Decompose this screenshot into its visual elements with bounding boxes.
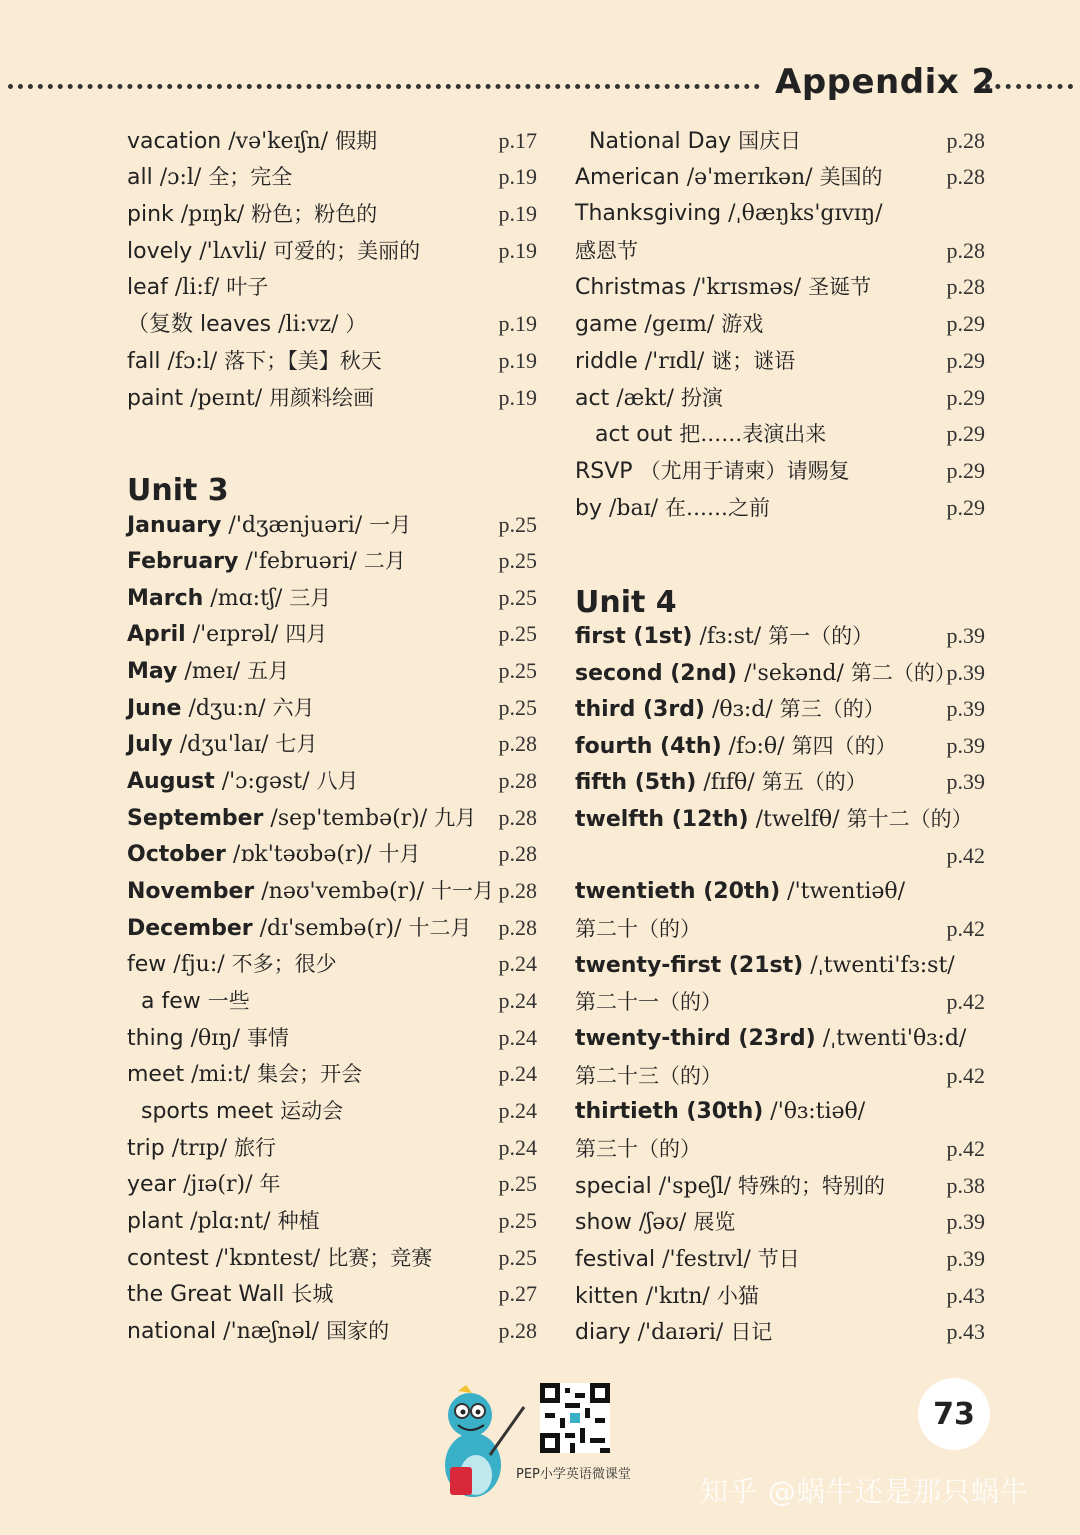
vocab-entry xyxy=(127,270,537,304)
page-reference: p.19 xyxy=(498,348,537,373)
vocab-phonetic: /'kɪtn/ xyxy=(645,1284,710,1309)
vocab-meaning: 年 xyxy=(259,1172,281,1196)
vocab-entry xyxy=(575,417,985,451)
page-reference: p.25 xyxy=(498,548,537,573)
vocab-meaning: 一些 xyxy=(207,989,250,1013)
vocab-meaning: 第二十三（的） xyxy=(575,1064,722,1088)
vocab-meaning: 小猫 xyxy=(716,1284,759,1308)
vocab-meaning: 四月 xyxy=(285,622,328,646)
vocab-entry xyxy=(575,270,985,304)
vocab-phonetic: /ækt/ xyxy=(616,386,674,411)
vocab-entry xyxy=(127,1094,537,1128)
vocab-meaning: 种植 xyxy=(277,1209,320,1233)
vocab-word: sports meet xyxy=(141,1099,274,1124)
vocab-phonetic: /ʃəʊ/ xyxy=(638,1210,687,1235)
vocab-meaning: 假期 xyxy=(335,129,378,153)
vocab-meaning: 把……表演出来 xyxy=(679,422,827,446)
vocab-entry xyxy=(127,801,537,835)
vocab-entry xyxy=(575,875,985,909)
page-reference: p.19 xyxy=(498,311,537,336)
page-reference: p.24 xyxy=(498,1098,537,1123)
vocab-meaning: 游戏 xyxy=(721,312,764,336)
vocab-entry xyxy=(127,1167,537,1201)
vocab-entry xyxy=(575,1242,985,1276)
watermark: 知乎 @蜗牛还是那只蜗牛 xyxy=(700,1475,1029,1508)
vocab-phonetic: /twelfθ/ xyxy=(755,807,840,832)
page-reference: p.19 xyxy=(498,201,537,226)
vocab-word: March xyxy=(127,586,204,611)
page-reference: p.19 xyxy=(498,238,537,263)
vocab-meaning: 圣诞节 xyxy=(808,275,872,299)
vocab-meaning: 粉色；粉色的 xyxy=(251,202,378,226)
vocab-phonetic: /'speʃl/ xyxy=(658,1174,732,1199)
vocab-phonetic: /'sekənd/ xyxy=(744,661,844,686)
qr-code-icon xyxy=(540,1383,610,1453)
page-reference: p.28 xyxy=(946,238,985,263)
qr-code xyxy=(540,1383,610,1453)
vocab-phonetic: /baɪ/ xyxy=(608,496,659,521)
page-number-badge: 73 xyxy=(918,1378,990,1450)
vocab-word: year xyxy=(127,1172,177,1197)
vocab-meaning: 用颜料绘画 xyxy=(269,386,375,410)
vocab-phonetic: /'kɒntest/ xyxy=(215,1246,321,1271)
vocab-phonetic: /dʒu:n/ xyxy=(188,696,266,721)
vocab-meaning: （尤用于请柬）请赐复 xyxy=(639,459,850,483)
vocab-phonetic: /'dʒænjuəri/ xyxy=(228,513,363,538)
page-reference: p.29 xyxy=(946,385,985,410)
vocab-entry xyxy=(575,692,985,726)
vocab-meaning: 第二十（的） xyxy=(575,917,701,941)
page-reference: p.28 xyxy=(946,164,985,189)
vocab-word: National Day xyxy=(589,129,732,154)
vocab-word: American xyxy=(575,165,680,190)
vocab-word: lovely xyxy=(127,239,193,264)
vocab-phonetic: /mi:t/ xyxy=(191,1062,251,1087)
right-word-column xyxy=(575,0,985,1400)
vocab-word: November xyxy=(127,879,255,904)
vocab-meaning: 第四（的） xyxy=(791,734,897,758)
vocab-entry xyxy=(127,1241,537,1275)
vocab-word: festival xyxy=(575,1247,656,1272)
page-reference: p.28 xyxy=(498,731,537,756)
vocab-phonetic: /meɪ/ xyxy=(184,659,241,684)
vocab-phonetic: /'θɜ:tiəθ/ xyxy=(770,1099,866,1124)
vocab-meaning: 二月 xyxy=(363,549,406,573)
vocab-phonetic: /'eɪprəl/ xyxy=(192,622,279,647)
page-reference: p.17 xyxy=(498,128,537,153)
vocab-word: diary xyxy=(575,1320,631,1345)
vocab-phonetic: /θɪŋ/ xyxy=(190,1026,240,1051)
vocab-phonetic: /ˌθæŋks'gɪvɪŋ/ xyxy=(728,201,883,226)
vocab-word: Christmas xyxy=(575,275,686,300)
vocab-entry xyxy=(127,984,537,1018)
vocab-word: October xyxy=(127,842,226,867)
vocab-entry xyxy=(127,581,537,615)
vocab-word: Thanksgiving xyxy=(575,201,722,226)
vocab-entry xyxy=(575,1315,985,1349)
vocab-phonetic: /'ɔ:gəst/ xyxy=(221,769,310,794)
vocab-entry xyxy=(127,691,537,725)
vocab-meaning: 落下；【美】秋天 xyxy=(224,349,382,373)
page-reference: p.42 xyxy=(946,989,985,1014)
vocab-phonetic: /dʒu'laɪ/ xyxy=(179,732,269,757)
vocab-word: meet xyxy=(127,1062,185,1087)
vocab-phonetic: /nəʊ'vembə(r)/ xyxy=(261,879,425,904)
qr-label: PEP小学英语微课堂 xyxy=(516,1467,631,1482)
vocab-entry xyxy=(127,1131,537,1165)
vocab-entry xyxy=(575,656,985,690)
vocab-phonetic: /ɔ:l/ xyxy=(159,165,202,190)
vocab-phonetic: /fɜ:st/ xyxy=(699,624,762,649)
vocab-word: plant xyxy=(127,1209,184,1234)
vocab-word: August xyxy=(127,769,215,794)
vocab-meaning: 节日 xyxy=(757,1247,800,1271)
vocab-phonetic: /dɪ'sembə(r)/ xyxy=(259,916,402,941)
vocab-phonetic: /'daɪəri/ xyxy=(637,1320,724,1345)
page-reference: p.25 xyxy=(498,658,537,683)
page-reference: p.24 xyxy=(498,951,537,976)
vocab-phonetic: /θɜ:d/ xyxy=(712,697,773,722)
page-reference: p.29 xyxy=(946,421,985,446)
vocab-entry xyxy=(575,160,985,194)
vocab-phonetic: /mɑ:tʃ/ xyxy=(210,586,283,611)
page-reference: p.38 xyxy=(946,1173,985,1198)
page-reference: p.42 xyxy=(946,843,985,868)
vocab-word: show xyxy=(575,1210,632,1235)
vocab-phonetic: /pɪŋk/ xyxy=(180,202,245,227)
vocab-meaning: 叶子 xyxy=(226,275,269,299)
page-reference: p.24 xyxy=(498,988,537,1013)
vocab-word: pink xyxy=(127,202,174,227)
page-reference: p.28 xyxy=(498,768,537,793)
page-reference: p.28 xyxy=(498,878,537,903)
vocab-meaning: 全；完全 xyxy=(208,165,293,189)
vocab-meaning: 第二十一（的） xyxy=(575,990,722,1014)
vocab-meaning: 感恩节 xyxy=(575,239,638,263)
vocab-meaning: 第三（的） xyxy=(779,697,885,721)
page-reference: p.25 xyxy=(498,695,537,720)
vocab-word: July xyxy=(127,732,173,757)
vocab-meaning: 在……之前 xyxy=(665,496,771,520)
vocab-entry xyxy=(575,124,985,158)
vocab-entry xyxy=(127,947,537,981)
vocab-meaning: ） xyxy=(345,312,367,336)
vocab-meaning: 旅行 xyxy=(234,1136,277,1160)
vocab-meaning: 九月 xyxy=(434,806,477,830)
vocab-phonetic: /li:f/ xyxy=(174,275,220,300)
unit-heading: Unit 4 xyxy=(575,585,677,620)
vocab-word: kitten xyxy=(575,1284,639,1309)
page-reference: p.39 xyxy=(946,733,985,758)
vocab-entry xyxy=(127,1021,537,1055)
vocab-word: fifth (5th) xyxy=(575,770,697,795)
vocab-meaning: 特殊的；特别的 xyxy=(738,1174,886,1198)
vocab-phonetic: /plɑ:nt/ xyxy=(190,1209,271,1234)
page-reference: p.24 xyxy=(498,1135,537,1160)
vocab-meaning: 十二月 xyxy=(408,916,472,940)
vocab-entry xyxy=(575,1059,985,1093)
page-reference: p.39 xyxy=(946,623,985,648)
vocab-entry xyxy=(575,234,985,268)
vocab-meaning: 第五（的） xyxy=(761,770,867,794)
vocab-word: paint xyxy=(127,386,184,411)
vocab-meaning: 十月 xyxy=(378,842,421,866)
vocab-phonetic: /geɪm/ xyxy=(644,312,715,337)
page-reference: p.29 xyxy=(946,458,985,483)
vocab-entry xyxy=(575,839,985,873)
vocab-meaning: 展览 xyxy=(693,1210,736,1234)
vocab-entry xyxy=(575,307,985,341)
vocab-entry xyxy=(127,234,537,268)
page-reference: p.29 xyxy=(946,495,985,520)
vocab-phonetic: /fɔ:l/ xyxy=(167,349,218,374)
vocab-phonetic: /'krɪsməs/ xyxy=(692,275,802,300)
page-reference: p.28 xyxy=(498,915,537,940)
vocab-entry xyxy=(127,654,537,688)
vocab-phonetic: /ˌtwenti'θɜ:d/ xyxy=(822,1026,967,1051)
vocab-meaning: 八月 xyxy=(316,769,359,793)
vocab-meaning: 扮演 xyxy=(680,386,723,410)
vocab-word: thirtieth (30th) xyxy=(575,1099,764,1124)
vocab-phonetic: /sep'tembə(r)/ xyxy=(270,806,428,831)
vocab-entry xyxy=(575,454,985,488)
page-reference: p.43 xyxy=(946,1319,985,1344)
vocab-word: second (2nd) xyxy=(575,661,738,686)
vocab-entry xyxy=(127,1314,537,1348)
vocab-word: leaf xyxy=(127,275,168,300)
vocab-entry xyxy=(127,874,537,908)
vocab-entry xyxy=(127,911,537,945)
vocab-meaning: 第十二（的） xyxy=(846,807,973,831)
page-reference: p.28 xyxy=(498,805,537,830)
page-reference: p.29 xyxy=(946,348,985,373)
vocab-meaning: 五月 xyxy=(247,659,290,683)
vocab-word: fourth (4th) xyxy=(575,734,722,759)
vocab-phonetic: /fɔ:θ/ xyxy=(728,734,785,759)
vocab-phonetic: /'februəri/ xyxy=(245,549,357,574)
vocab-entry xyxy=(127,508,537,542)
page-reference: p.28 xyxy=(946,274,985,299)
vocab-phonetic: /'festɪvl/ xyxy=(662,1247,751,1272)
page-reference: p.25 xyxy=(498,621,537,646)
vocab-entry xyxy=(127,124,537,158)
vocab-word: a few xyxy=(141,989,201,1014)
vocab-entry xyxy=(575,1132,985,1166)
vocab-word: few xyxy=(127,952,167,977)
vocab-entry xyxy=(575,1169,985,1203)
page-reference: p.29 xyxy=(946,311,985,336)
vocab-phonetic: /'næʃnəl/ xyxy=(223,1319,320,1344)
appendix-title: Appendix 2 xyxy=(775,62,996,102)
vocab-entry xyxy=(127,197,537,231)
vocab-entry xyxy=(575,1022,985,1056)
page-reference: p.28 xyxy=(946,128,985,153)
vocab-entry xyxy=(127,727,537,761)
vocab-word: trip xyxy=(127,1136,165,1161)
vocab-meaning: 一月 xyxy=(369,513,412,537)
vocab-word: national xyxy=(127,1319,217,1344)
vocab-meaning: 日记 xyxy=(730,1320,773,1344)
vocab-meaning: 六月 xyxy=(272,696,315,720)
vocab-phonetic: /ɒk'təʊbə(r)/ xyxy=(232,842,372,867)
vocab-word: fall xyxy=(127,349,161,374)
vocab-meaning: 第二（的） xyxy=(850,661,956,685)
vocab-meaning: 三月 xyxy=(289,586,332,610)
vocab-phonetic: /fju:/ xyxy=(173,952,225,977)
vocab-word: （复数 leaves xyxy=(127,312,272,337)
vocab-meaning: 长城 xyxy=(291,1282,334,1306)
page-reference: p.19 xyxy=(498,164,537,189)
vocab-word: special xyxy=(575,1174,652,1199)
vocab-entry xyxy=(575,619,985,653)
vocab-entry xyxy=(575,1095,985,1129)
vocab-entry xyxy=(575,1205,985,1239)
vocab-word: vacation xyxy=(127,129,222,154)
vocab-entry xyxy=(127,617,537,651)
vocab-word: twentieth (20th) xyxy=(575,879,781,904)
vocab-phonetic: /'twentiəθ/ xyxy=(787,879,906,904)
vocab-meaning: 国庆日 xyxy=(738,129,802,153)
vocab-meaning: 事情 xyxy=(246,1026,289,1050)
page-reference: p.28 xyxy=(498,1318,537,1343)
vocab-word: by xyxy=(575,496,602,521)
vocab-entry xyxy=(127,307,537,341)
vocab-word: act out xyxy=(595,422,673,447)
vocab-word: the Great Wall xyxy=(127,1282,285,1307)
vocab-word: first (1st) xyxy=(575,624,693,649)
vocab-phonetic: /ˌtwenti'fɜ:st/ xyxy=(810,953,955,978)
vocab-word: all xyxy=(127,165,153,190)
vocab-phonetic: /li:vz/ xyxy=(278,312,339,337)
vocab-entry xyxy=(127,381,537,415)
vocab-phonetic: /fɪfθ/ xyxy=(703,770,755,795)
vocab-entry xyxy=(575,1279,985,1313)
vocab-word: September xyxy=(127,806,264,831)
page-reference: p.25 xyxy=(498,1245,537,1270)
vocab-entry xyxy=(127,1277,537,1311)
vocab-word: RSVP xyxy=(575,459,633,484)
vocab-entry xyxy=(127,160,537,194)
page-reference: p.25 xyxy=(498,585,537,610)
dinosaur-mascot-icon xyxy=(428,1385,528,1505)
vocab-phonetic: /ə'merɪkən/ xyxy=(686,165,813,190)
vocab-word: January xyxy=(127,513,222,538)
vocab-entry xyxy=(575,729,985,763)
vocab-entry xyxy=(575,949,985,983)
vocab-meaning: 集会；开会 xyxy=(257,1062,363,1086)
page-reference: p.25 xyxy=(498,512,537,537)
vocab-word: February xyxy=(127,549,239,574)
vocab-meaning: 十一月 xyxy=(431,879,495,903)
vocab-entry xyxy=(575,985,985,1019)
vocab-phonetic: /'lʌvli/ xyxy=(199,239,267,264)
vocab-word: game xyxy=(575,312,638,337)
page-reference: p.39 xyxy=(946,1246,985,1271)
vocab-meaning: 国家的 xyxy=(326,1319,390,1343)
page-reference: p.42 xyxy=(946,1136,985,1161)
vocab-word: twelfth (12th) xyxy=(575,807,749,832)
page-reference: p.42 xyxy=(946,1063,985,1088)
page-reference: p.27 xyxy=(498,1281,537,1306)
vocab-entry xyxy=(127,544,537,578)
vocab-word: third (3rd) xyxy=(575,697,705,722)
vocab-entry xyxy=(127,1204,537,1238)
page-reference: p.24 xyxy=(498,1025,537,1050)
vocab-entry xyxy=(127,764,537,798)
vocab-phonetic: /jɪə(r)/ xyxy=(183,1172,253,1197)
page-reference: p.43 xyxy=(946,1283,985,1308)
vocab-word: thing xyxy=(127,1026,184,1051)
vocab-phonetic: /'rɪdl/ xyxy=(644,349,705,374)
page-reference: p.39 xyxy=(946,769,985,794)
vocab-word: June xyxy=(127,696,182,721)
page-reference: p.25 xyxy=(498,1171,537,1196)
vocab-word: twenty-first (21st) xyxy=(575,953,804,978)
vocab-entry xyxy=(127,344,537,378)
vocab-meaning: 比赛；竞赛 xyxy=(327,1246,433,1270)
vocab-word: May xyxy=(127,659,178,684)
vocab-entry xyxy=(575,344,985,378)
vocab-entry xyxy=(127,837,537,871)
vocab-meaning: 运动会 xyxy=(280,1099,344,1123)
vocab-meaning: 七月 xyxy=(275,732,318,756)
vocab-entry xyxy=(575,765,985,799)
page-reference: p.24 xyxy=(498,1061,537,1086)
unit-heading: Unit 3 xyxy=(127,473,229,508)
vocab-word: twenty-third (23rd) xyxy=(575,1026,816,1051)
vocab-entry xyxy=(575,197,985,231)
vocab-word: act xyxy=(575,386,610,411)
vocab-word: contest xyxy=(127,1246,209,1271)
vocab-meaning: 第三十（的） xyxy=(575,1137,701,1161)
vocab-meaning: 可爱的；美丽的 xyxy=(273,239,421,263)
vocab-entry xyxy=(575,381,985,415)
vocab-entry xyxy=(575,491,985,525)
vocab-meaning: 第一（的） xyxy=(768,624,874,648)
page-reference: p.39 xyxy=(946,696,985,721)
page-reference: p.28 xyxy=(498,841,537,866)
vocab-meaning: 谜；谜语 xyxy=(711,349,796,373)
left-word-column xyxy=(127,0,537,1400)
page-reference: p.39 xyxy=(946,660,985,685)
vocab-meaning: 不多；很少 xyxy=(231,952,337,976)
vocab-word: riddle xyxy=(575,349,638,374)
page-reference: p.39 xyxy=(946,1209,985,1234)
page-reference: p.25 xyxy=(498,1208,537,1233)
page-reference: p.19 xyxy=(498,385,537,410)
dotted-rule-right xyxy=(985,84,1073,89)
vocab-word: December xyxy=(127,916,253,941)
vocab-entry xyxy=(575,802,985,836)
vocab-entry xyxy=(575,912,985,946)
vocab-phonetic: /və'keɪʃn/ xyxy=(228,129,329,154)
vocab-phonetic: /peɪnt/ xyxy=(190,386,263,411)
vocab-phonetic: /trɪp/ xyxy=(171,1136,228,1161)
vocab-entry xyxy=(127,1057,537,1091)
vocab-word: April xyxy=(127,622,186,647)
vocab-meaning: 美国的 xyxy=(819,165,883,189)
page-reference: p.42 xyxy=(946,916,985,941)
